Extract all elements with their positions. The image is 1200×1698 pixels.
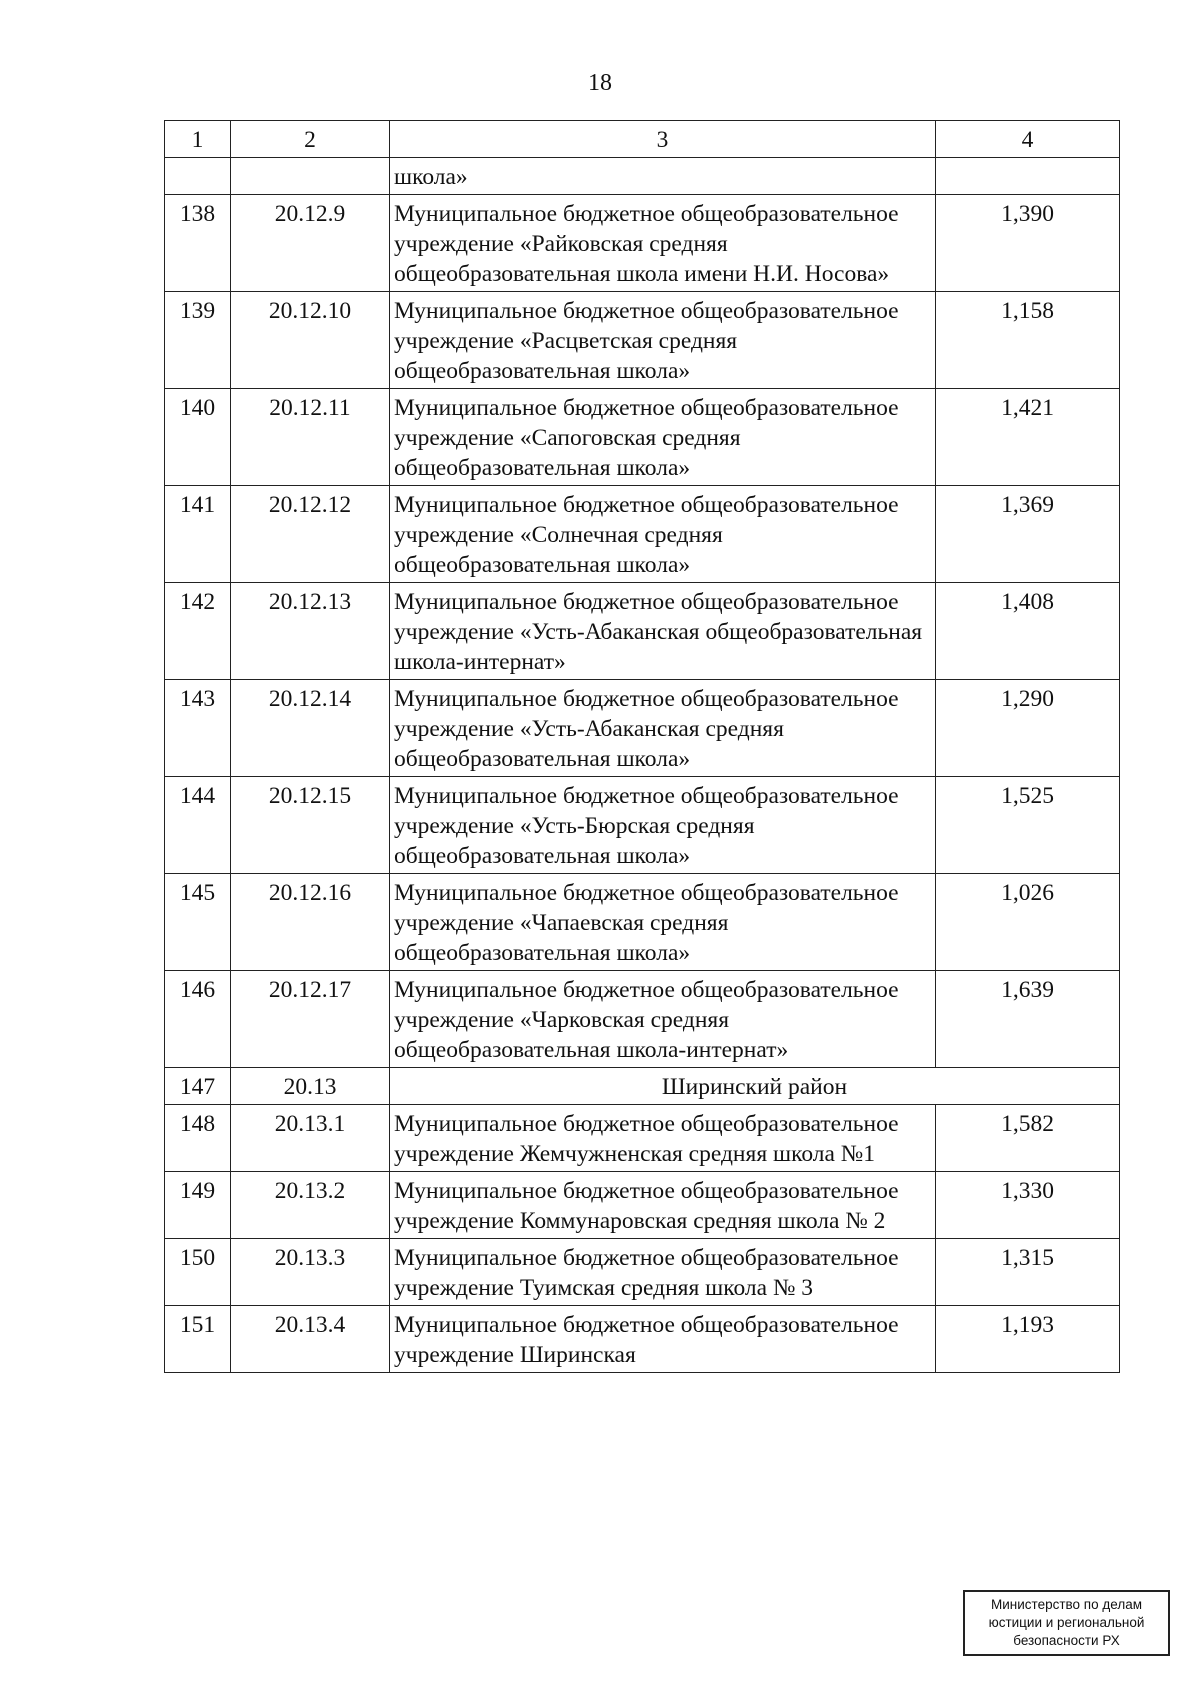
district-row — [165, 1068, 1120, 1105]
coefficient-value: 1,421 — [936, 389, 1120, 486]
column-header: 3 — [390, 121, 936, 158]
table-row — [165, 195, 1120, 292]
coefficient-value: 1,193 — [936, 1306, 1120, 1373]
district-name: Ширинский район — [390, 1068, 1120, 1105]
row-number: 149 — [165, 1172, 231, 1239]
row-code: 20.13 — [231, 1068, 390, 1105]
coefficient-value: 1,525 — [936, 777, 1120, 874]
table-body — [165, 158, 1120, 1373]
column-header: 2 — [231, 121, 390, 158]
column-header: 4 — [936, 121, 1120, 158]
document-table — [164, 120, 1120, 1373]
row-number: 151 — [165, 1306, 231, 1373]
row-code: 20.12.17 — [231, 971, 390, 1068]
row-number: 146 — [165, 971, 231, 1068]
institution-name: Муниципальное бюджетное общеобразовательное учреждение «Усть-Абаканская средняя общеобразовательная школа» — [390, 680, 936, 777]
table-row — [165, 583, 1120, 680]
institution-name: Муниципальное бюджетное общеобразовательное учреждение «Чарковская средняя общеобразовательная школа-интернат» — [390, 971, 936, 1068]
institution-name: Муниципальное бюджетное общеобразовательное учреждение «Сапоговская средняя общеобразовательная школа» — [390, 389, 936, 486]
row-number: 143 — [165, 680, 231, 777]
coefficient-value: 1,639 — [936, 971, 1120, 1068]
institution-name: Муниципальное бюджетное общеобразовательное учреждение Ширинская — [390, 1306, 936, 1373]
institution-name: Муниципальное бюджетное общеобразовательное учреждение «Расцветская средняя общеобразовательная школа» — [390, 292, 936, 389]
coefficient-value: 1,582 — [936, 1105, 1120, 1172]
row-code: 20.12.9 — [231, 195, 390, 292]
row-code: 20.12.10 — [231, 292, 390, 389]
row-number: 145 — [165, 874, 231, 971]
coefficient-value: 1,390 — [936, 195, 1120, 292]
stamp-line: безопасности РХ — [1013, 1633, 1120, 1648]
row-code: 20.13.1 — [231, 1105, 390, 1172]
coefficient-value: 1,290 — [936, 680, 1120, 777]
row-number: 138 — [165, 195, 231, 292]
institution-name: Муниципальное бюджетное общеобразовательное учреждение Туимская средняя школа № 3 — [390, 1239, 936, 1306]
table-row — [165, 777, 1120, 874]
row-number: 148 — [165, 1105, 231, 1172]
row-number: 144 — [165, 777, 231, 874]
column-header: 1 — [165, 121, 231, 158]
row-number: 147 — [165, 1068, 231, 1105]
coefficient-value: 1,369 — [936, 486, 1120, 583]
row-code: 20.12.12 — [231, 486, 390, 583]
table-row — [165, 292, 1120, 389]
coefficient-value: 1,315 — [936, 1239, 1120, 1306]
row-code: 20.12.11 — [231, 389, 390, 486]
row-code: 20.12.13 — [231, 583, 390, 680]
stamp-line: юстиции и региональной — [988, 1615, 1145, 1630]
row-code: 20.13.2 — [231, 1172, 390, 1239]
coefficient-value: 1,330 — [936, 1172, 1120, 1239]
table-row — [165, 389, 1120, 486]
row-number — [165, 158, 231, 195]
row-code: 20.12.16 — [231, 874, 390, 971]
institution-name: Муниципальное бюджетное общеобразовательное учреждение Жемчужненская средняя школа №1 — [390, 1105, 936, 1172]
institution-name: Муниципальное бюджетное общеобразовательное учреждение Коммунаровская средняя школа № 2 — [390, 1172, 936, 1239]
row-code: 20.13.4 — [231, 1306, 390, 1373]
coefficient-value: 1,026 — [936, 874, 1120, 971]
stamp-line: Министерство по делам — [991, 1597, 1142, 1612]
row-number: 142 — [165, 583, 231, 680]
row-number: 150 — [165, 1239, 231, 1306]
institution-name: Муниципальное бюджетное общеобразовательное учреждение «Солнечная средняя общеобразовательная школа» — [390, 486, 936, 583]
row-code: 20.13.3 — [231, 1239, 390, 1306]
table-row — [165, 1172, 1120, 1239]
coefficient-value — [936, 158, 1120, 195]
row-number: 140 — [165, 389, 231, 486]
table-row — [165, 1239, 1120, 1306]
row-code: 20.12.15 — [231, 777, 390, 874]
row-code — [231, 158, 390, 195]
table-row — [165, 971, 1120, 1068]
institution-name: школа» — [390, 158, 936, 195]
table-header-row — [165, 121, 1120, 158]
institution-name: Муниципальное бюджетное общеобразовательное учреждение «Усть-Абаканская общеобразовательная школа-интернат» — [390, 583, 936, 680]
page-number: 18 — [588, 70, 612, 96]
row-number: 141 — [165, 486, 231, 583]
coefficient-value: 1,408 — [936, 583, 1120, 680]
row-code: 20.12.14 — [231, 680, 390, 777]
coefficient-value: 1,158 — [936, 292, 1120, 389]
institution-name: Муниципальное бюджетное общеобразовательное учреждение «Усть-Бюрская средняя общеобразовательная школа» — [390, 777, 936, 874]
table-row — [165, 486, 1120, 583]
row-number: 139 — [165, 292, 231, 389]
table-row — [165, 158, 1120, 195]
table-row — [165, 1105, 1120, 1172]
ministry-stamp — [963, 1590, 1170, 1656]
table-row — [165, 874, 1120, 971]
table-row — [165, 680, 1120, 777]
institution-name: Муниципальное бюджетное общеобразовательное учреждение «Чапаевская средняя общеобразовательная школа» — [390, 874, 936, 971]
table-row — [165, 1306, 1120, 1373]
institution-name: Муниципальное бюджетное общеобразовательное учреждение «Райковская средняя общеобразовательная школа имени Н.И. Носова» — [390, 195, 936, 292]
